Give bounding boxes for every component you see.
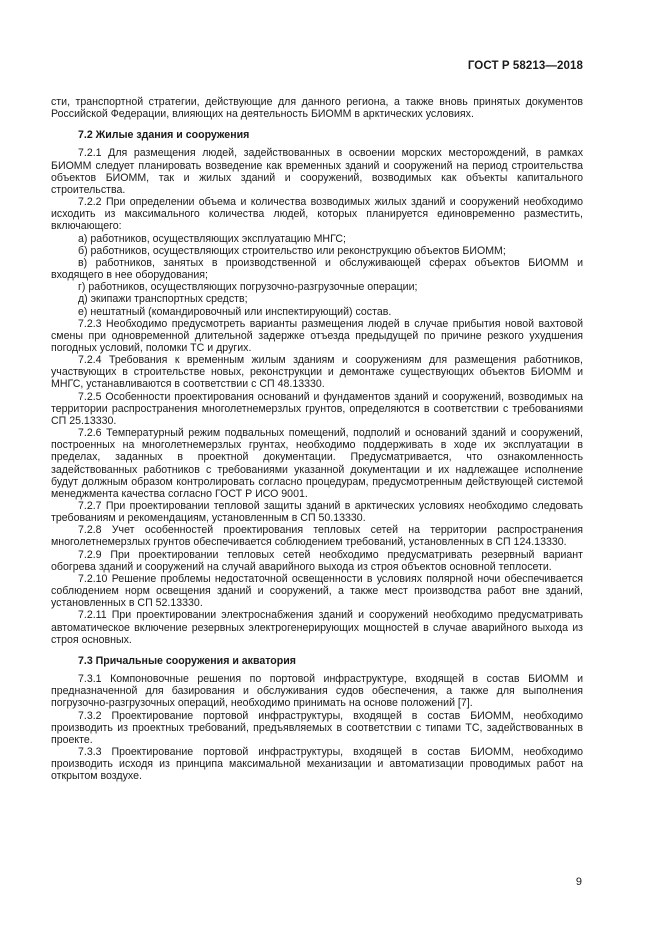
lead-paragraph: сти, транспортной стратегии, действующие для данного региона, а также вновь принятых документов Российской Федерации, влияющих на деятельность БИОММ в арктических условиях.: [51, 96, 583, 121]
paragraph-7-2-3: 7.2.3 Необходимо предусмотреть варианты размещения людей в случае прибытия новой вахтовой смены при одновременной длительной задержке отъезда предыдущей по причине резкого ухудшения погодных условий, поломки ТС и других.: [51, 317, 583, 354]
list-item-a: а) работников, осуществляющих эксплуатацию МНГС;: [78, 232, 346, 245]
paragraph-7-3-2: 7.3.2 Проектирование портовой инфраструктуры, входящей в состав БИОММ, необходимо производить из проектных требований, предъявляемых в соответствии с типами ТС, задействованных в проекте.: [51, 709, 583, 746]
paragraph-7-3-1: 7.3.1 Компоновочные решения по портовой инфраструктуре, входящей в состав БИОММ и предназначенной для базирования и обслуживания судов обеспечения, а также для выполнения погрузочно-разгрузочных операций, необходимо принимать на основе положений [7].: [51, 673, 583, 710]
paragraph-7-2-5: 7.2.5 Особенности проектирования оснований и фундаментов зданий и сооружений, возводимых на территории распространения многолетнемерзлых грунтов, определяются в соответствии с требованиями СП 25.13330.: [51, 390, 583, 427]
section-heading-7-2: 7.2 Жилые здания и сооружения: [78, 129, 250, 142]
list-item-b: б) работников, осуществляющих строительство или реконструкцию объектов БИОММ;: [78, 244, 506, 257]
paragraph-7-2-1: 7.2.1 Для размещения людей, задействованных в освоении морских месторождений, в рамках БИОММ следует планировать возведение как временных зданий и сооружений на период строительства объектов БИОММ, так и жилых зданий и сооружений, возводимых как объекты капитального строительства.: [51, 147, 583, 196]
list-item-g: г) работников, осуществляющих погрузочно-разгрузочные операции;: [78, 281, 418, 294]
page-number: 9: [575, 876, 582, 888]
paragraph-7-2-6: 7.2.6 Температурный режим подвальных помещений, подполий и оснований зданий и сооружений, построенных на многолетнемерзлых грунтах, необходимо поддерживать в ходе их эксплуатации в пределах, заданных в проектной документации. Предусматривается, что ознакомленность задействованных работников с требованиями указанной документации и их надлежащее исполнение будут должным образом контролировать согласно процедурам, предусмотренным действующей системой менеджмента качества согласно ГОСТ Р ИСО 9001.: [51, 427, 583, 500]
paragraph-7-2-8: 7.2.8 Учет особенностей проектирования тепловых сетей на территории распространения многолетнемерзлых грунтов обеспечивается соблюдением требований, установленных в СП 124.13330.: [51, 524, 583, 549]
paragraph-7-2-2: 7.2.2 При определении объема и количества возводимых жилых зданий и сооружений необходимо исходить из максимального количества людей, которых планируется единовременно разместить, включающего:: [51, 196, 583, 233]
paragraph-7-2-7: 7.2.7 При проектировании тепловой защиты зданий в арктических условиях необходимо следовать требованиям и рекомендациям, установленным в СП 50.13330.: [51, 500, 583, 525]
list-item-e: е) нештатный (командировочный или инспектирующий) состав.: [78, 305, 392, 318]
list-item-v: в) работников, занятых в производственной и обслуживающей сферах объектов БИОММ и входящего в нее оборудования;: [51, 256, 583, 282]
page-content: [51, 96, 583, 782]
paragraph-7-3-3: 7.3.3 Проектирование портовой инфраструктуры, входящей в состав БИОММ, необходимо производить исходя из принципа максимальной механизации и автоматизации проводимых работ на открытом воздухе.: [51, 745, 583, 783]
paragraph-7-2-10: 7.2.10 Решение проблемы недостаточной освещенности в условиях полярной ночи обеспечивается соблюдением норм освещения зданий и сооружений, а также мест производства работ вне зданий, установленных в СП 52.13330.: [51, 572, 583, 610]
paragraph-7-2-9: 7.2.9 При проектировании тепловых сетей необходимо предусматривать резервный вариант обогрева зданий и сооружений на случай аварийного выхода из строя объектов основной теплосети.: [51, 548, 583, 573]
section-heading-7-3: 7.3 Причальные сооружения и акватория: [78, 654, 296, 667]
list-item-d: д) экипажи транспортных средств;: [78, 293, 248, 306]
paragraph-7-2-4: 7.2.4 Требования к временным жилым зданиям и сооружениям для размещения работников, участвующих в строительстве новых, реконструкции и демонтаже существующих объектов БИОММ и МНГС, устанавливаются в соответствии с СП 48.13330.: [51, 354, 583, 391]
paragraph-7-2-11: 7.2.11 При проектировании электроснабжения зданий и сооружений необходимо предусматривать автоматическое включение резервных электрогенерирующих мощностей в случае аварийного выхода из строя основных.: [51, 609, 583, 646]
document-code: ГОСТ Р 58213—2018: [467, 60, 583, 72]
